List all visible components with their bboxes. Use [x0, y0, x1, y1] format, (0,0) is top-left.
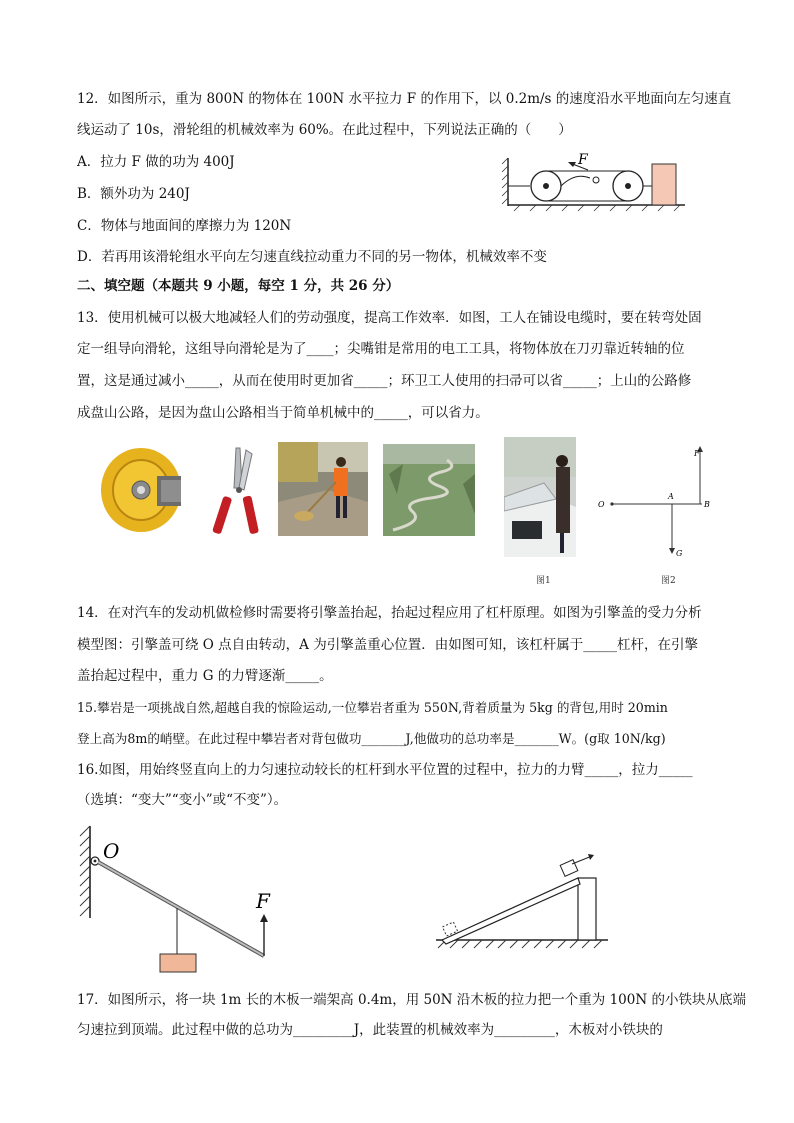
q12-option-c: C．物体与地面间的摩擦力为 120N [77, 218, 292, 234]
q13-line-1: 13．使用机械可以极大地减轻人们的劳动强度，提高工作效率．如图，工人在铺设电缆时，要在转弯处固 [77, 310, 702, 326]
pivot-o-label: O [103, 839, 120, 863]
q15-line-1: 15.攀岩是一项挑战自然,超越自我的惊险运动,一位攀岩者重为 550N,背着质量为 5kg 的背包,用时 20min [77, 700, 668, 715]
q17-line-2: 匀速拉到顶端。此过程中做的总功为_________J，此装置的机械效率为_________，木板对小铁块的 [77, 1022, 663, 1038]
guide-pulley-photo [97, 444, 189, 534]
q17-line-1: 17．如图所示，将一块 1m 长的木板一端架高 0.4m，用 50N 沿木板的拉力把一个重为 100N 的小铁块从底端 [77, 992, 746, 1008]
hood-force-diagram [594, 444, 714, 560]
diagram-label-b: B [704, 500, 710, 509]
car-hood-photo [504, 437, 576, 557]
q14-line-3: 盖抬起过程中，重力 G 的力臂逐渐_____。 [77, 668, 333, 684]
q12-option-d: D．若再用该滑轮组水平向左匀速直线拉动重力不同的另一物体，机械效率不变 [77, 249, 547, 265]
mountain-road-photo [383, 444, 475, 536]
inclined-plane-diagram [432, 854, 612, 950]
diagram-label-f: F [694, 449, 700, 458]
q12-line-2: 线运动了 10s，滑轮组的机械效率为 60%。在此过程中，下列说法正确的（ ） [77, 122, 572, 138]
lever-diagram [74, 822, 284, 978]
street-sweeper-photo [278, 442, 368, 536]
diagram-label-a: A [668, 492, 674, 501]
force-f-label: F [578, 152, 588, 168]
q13-line-2: 定一组导向滑轮，这组导向滑轮是为了____；尖嘴钳是常用的电工工具，将物体放在刀刃靠近转轴的位 [77, 341, 685, 357]
force-f-label: F [256, 889, 270, 913]
figure-caption-1: 图1 [536, 576, 551, 586]
q12-option-b: B．额外功为 240J [77, 186, 190, 202]
pruning-shears-photo [206, 444, 270, 536]
q14-line-2: 模型图：引擎盖可绕 O 点自由转动，A 为引擎盖重心位置．由如图可知，该杠杆属于_____杠杆，在引擎 [77, 637, 698, 653]
q15-line-2: 登上高为8m的峭壁。在此过程中攀岩者对背包做功_______J,他做功的总功率是_______W。(g取 10N/kg) [77, 731, 666, 746]
q13-line-4: 成盘山公路，是因为盘山公路相当于简单机械中的_____，可以省力。 [77, 405, 489, 421]
pulley-system-diagram [500, 150, 690, 214]
q12-option-a: A．拉力 F 做的功为 400J [77, 154, 235, 170]
q14-line-1: 14．在对汽车的发动机做检修时需要将引擎盖抬起，抬起过程应用了杠杆原理。如图为引擎盖的受力分析 [77, 605, 702, 621]
q13-line-3: 置，这是通过减小_____，从而在使用时更加省_____；环卫工人使用的扫帚可以省_____；上山的公路修 [77, 373, 692, 389]
figure-caption-2: 图2 [661, 576, 676, 586]
q16-line-1: 16.如图，用始终竖直向上的力匀速拉动较长的杠杆到水平位置的过程中，拉力的力臂_____，拉力_____ [77, 762, 693, 778]
section-heading: 二、填空题（本题共 9 小题，每空 1 分，共 26 分） [77, 278, 400, 294]
q16-line-2: （选填：“变大”“变小”或“不变”）。 [77, 792, 288, 808]
q12-line-1: 12．如图所示，重为 800N 的物体在 100N 水平拉力 F 的作用下，以 0.2m/s 的速度沿水平地面向左匀速直 [77, 91, 732, 107]
diagram-label-o: O [598, 500, 605, 509]
diagram-label-g: G [676, 549, 683, 558]
